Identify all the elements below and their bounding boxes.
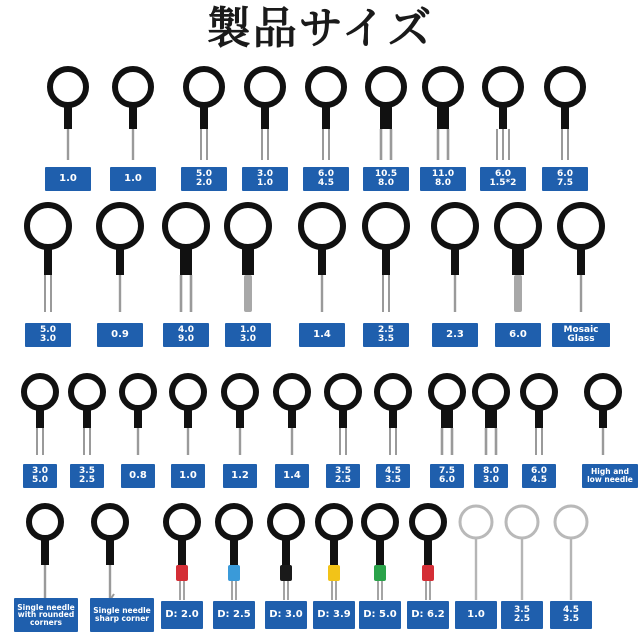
size-label-line: 1.4 [313,328,331,340]
size-label-line: 11.0 [431,168,455,179]
size-label-line: 10.5 [374,168,398,179]
size-label-line: Single needle [17,602,75,612]
size-label-line: 4.5 [318,178,334,188]
size-label-line: 3.0 [257,168,273,179]
size-label-line: 2.5 [335,475,351,485]
size-label-line: 3.5 [79,465,95,476]
size-label-line: sharp corner [95,614,149,623]
size-label-line: 3.5 [378,334,394,344]
size-label-line: with rounded [17,610,75,620]
size-label-line: 1.4 [283,469,301,481]
size-label-line: 0.9 [111,328,129,340]
size-label-line: 3.0 [32,465,48,476]
size-label-line: 4.5 [563,604,579,615]
size-label-line: D: 5.0 [363,608,397,620]
size-label-line: 6.0 [318,168,334,179]
size-label-line: D: 3.0 [269,608,303,620]
size-label-line: 8.0 [483,465,499,476]
size-label-line: 4.5 [385,465,401,476]
size-label-line: 3.5 [563,614,579,624]
size-label-line: 2.0 [196,178,212,188]
size-label-line: 1.0 [257,178,273,188]
size-label-line: 2.3 [446,328,464,340]
size-label-line: 2.5 [79,475,95,485]
size-label-line: 7.5 [439,465,455,476]
size-label-line: 3.5 [335,465,351,476]
size-label-line: 6.0 [495,168,511,179]
size-label-line: 6.0 [509,328,527,340]
size-label [550,601,592,629]
size-label-line: 4.5 [531,475,547,485]
size-label-line: Single needle [93,606,151,616]
size-label-line: low needle [587,475,633,484]
size-label-line: 7.5 [557,178,573,188]
size-label-line: 3.0 [483,475,499,485]
size-label-line: 6.0 [557,168,573,179]
size-label-line: 3.0 [40,334,56,344]
size-label-line: 1.0 [467,608,485,620]
size-label-line: 1.0 [124,172,142,184]
size-label-line: D: 3.9 [317,608,351,620]
size-label-line: D: 2.0 [165,608,199,620]
size-label-line: 3.0 [240,334,256,344]
page-title: 製品サイズ [206,3,434,54]
size-label-line: 5.0 [40,324,56,335]
size-label-line: 8.0 [378,178,394,188]
size-label-line: 2.5 [514,614,530,624]
size-label-line: corners [30,617,62,627]
size-label-line: 1.0 [240,324,256,335]
size-label-line: 1.0 [59,172,77,184]
size-label-line: 3.5 [514,604,530,615]
size-label-line: 1.5*2 [489,178,517,188]
size-label-line: 5.0 [196,168,212,179]
size-label-line: 9.0 [178,334,194,344]
size-label-line: High and [591,467,629,477]
size-label-line: 6.0 [531,465,547,476]
size-label-line: 6.0 [439,475,455,485]
size-label-line: 4.0 [178,324,194,335]
size-label-line: Mosaic [563,324,599,335]
size-label-line: 0.8 [129,469,147,481]
size-label-line: Glass [567,334,595,344]
size-label-line: 1.2 [231,469,249,481]
size-label-line: D: 2.5 [217,608,251,620]
size-label-line: 3.5 [385,475,401,485]
size-label-line: D: 6.2 [411,608,445,620]
size-label-line: 8.0 [435,178,451,188]
tool-ring [555,506,587,538]
size-label-line: 5.0 [32,475,48,485]
size-label-line: 2.5 [378,324,394,335]
size-label-line: 1.0 [179,469,197,481]
